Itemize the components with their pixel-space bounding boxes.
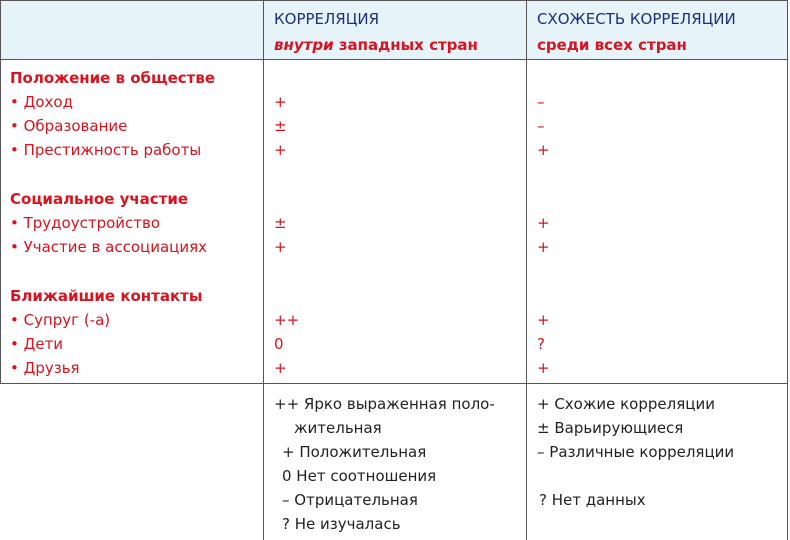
legend-similarity-item: ? Нет данных <box>539 491 646 509</box>
legend-similarity-item: ± Варьирующиеся <box>537 419 684 437</box>
legend-within-item: + Положительная <box>282 443 427 461</box>
within-value: + <box>274 141 287 159</box>
row-label: • Престижность работы <box>10 141 202 159</box>
within-value: + <box>274 359 287 377</box>
row-label: • Друзья <box>10 359 80 377</box>
header-subtitle-rest: западных стран <box>333 36 478 54</box>
column-divider-2 <box>526 0 527 540</box>
within-value: ± <box>274 117 287 135</box>
similarity-value: + <box>537 238 550 256</box>
within-value: 0 <box>274 335 284 353</box>
legend-similarity-item: + Схожие корреляции <box>537 395 715 413</box>
legend-within-item: ? Не изучалась <box>282 515 401 533</box>
within-value: + <box>274 93 287 111</box>
within-value: ++ <box>274 311 300 329</box>
row-label: • Образование <box>10 117 128 135</box>
table-border-right <box>787 0 788 540</box>
legend-similarity-item: – Различные корреляции <box>537 443 735 461</box>
header-subtitle-emphasis: внутри <box>274 36 334 54</box>
legend-within-item: – Отрицательная <box>282 491 418 509</box>
similarity-value: – <box>537 117 545 135</box>
legend-within-item: жительная <box>294 419 382 437</box>
group-title-social-participation: Социальное участие <box>10 190 189 208</box>
header-correlation-subtitle <box>274 36 478 54</box>
within-value: ± <box>274 214 287 232</box>
row-label: • Супруг (-а) <box>10 311 111 329</box>
row-label: • Доход <box>10 93 73 111</box>
row-label: • Дети <box>10 335 64 353</box>
similarity-value: + <box>537 141 550 159</box>
legend-within-item: ++ Ярко выраженная поло- <box>274 395 495 413</box>
header-correlation-title: КОРРЕЛЯЦИЯ <box>274 10 380 28</box>
header-similarity-subtitle: среди всех стран <box>537 36 687 54</box>
similarity-value: + <box>537 214 550 232</box>
legend-within-item: 0 Нет соотношения <box>282 467 437 485</box>
row-label: • Участие в ассоциациях <box>10 238 208 256</box>
row-label: • Трудоустройство <box>10 214 161 232</box>
similarity-value: + <box>537 311 550 329</box>
within-value: + <box>274 238 287 256</box>
header-similarity-title: СХОЖЕСТЬ КОРРЕЛЯЦИИ <box>537 10 736 28</box>
table-border-left <box>0 0 1 384</box>
similarity-value: – <box>537 93 545 111</box>
legend-row-divider <box>0 383 788 384</box>
similarity-value: + <box>537 359 550 377</box>
group-title-close-contacts: Ближайшие контакты <box>10 287 203 305</box>
column-divider-1 <box>263 0 264 540</box>
group-title-social-position: Положение в обществе <box>10 69 216 87</box>
similarity-value: ? <box>537 335 545 353</box>
